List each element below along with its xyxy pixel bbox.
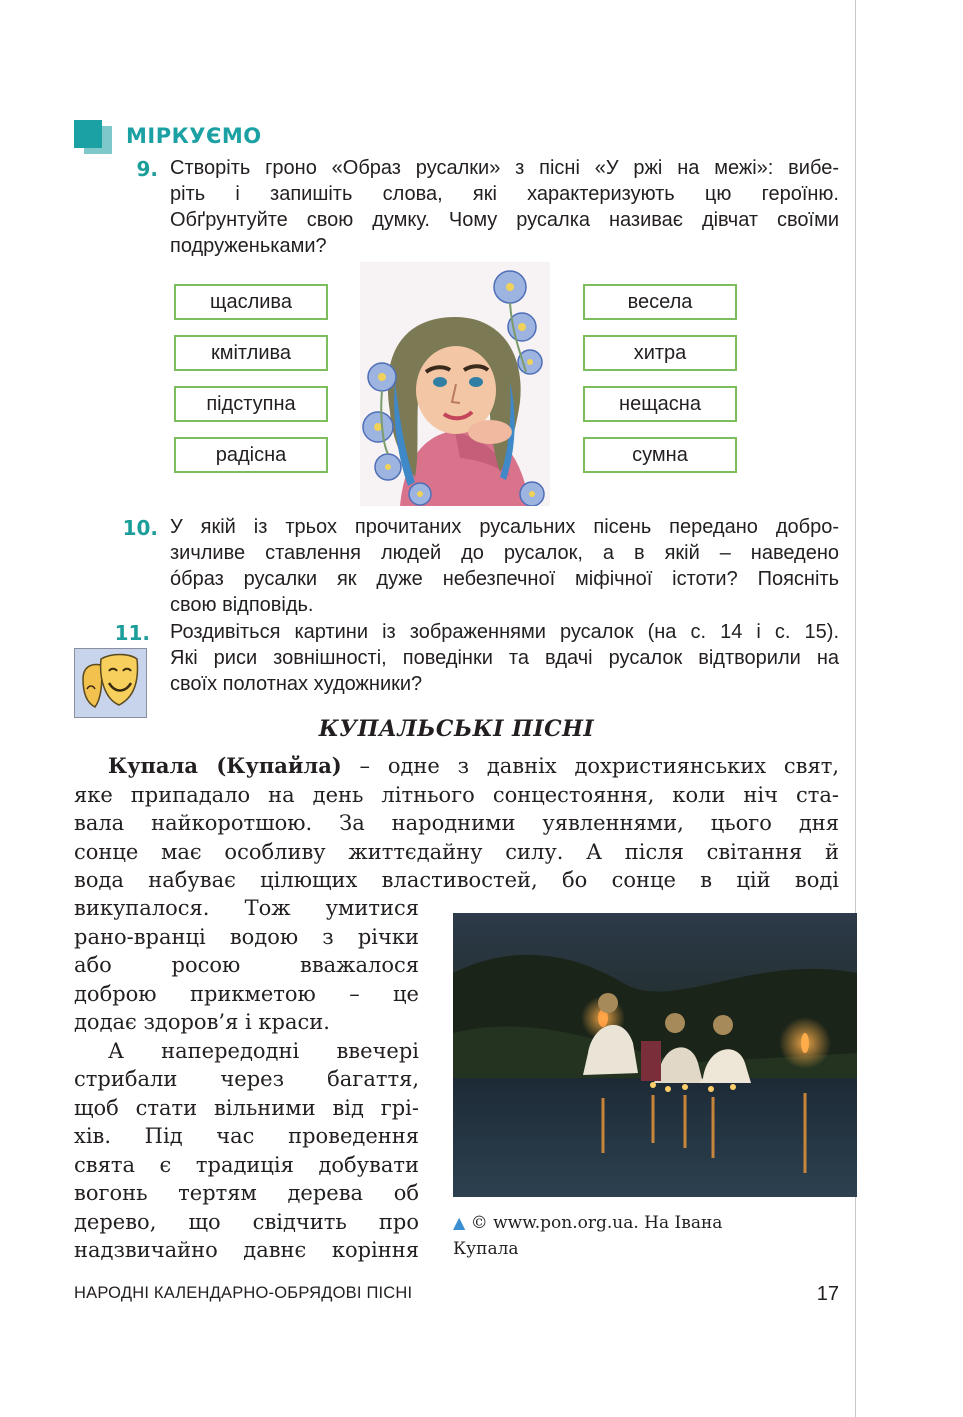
word-box-left-4: радісна xyxy=(174,437,328,473)
text-line: сонце має особливу життєдайну силу. А після світання й xyxy=(74,839,839,864)
section-title: МІРКУЄМО xyxy=(126,124,262,148)
text-line: вода набуває цілющих властивостей, бо сонце в цій воді xyxy=(74,868,839,892)
page-number: 17 xyxy=(816,1283,839,1305)
kupala-night-photo xyxy=(453,913,857,1197)
text-line: Створіть гроно «Образ русалки» з пісні «У ржі на межі»: вибе- xyxy=(170,157,839,179)
text-line: А напередодні ввечері xyxy=(108,1038,419,1063)
task-10-text xyxy=(170,514,839,618)
word-box-right-1: весела xyxy=(583,284,737,320)
photo-caption xyxy=(453,1210,853,1262)
section-squares-icon xyxy=(74,120,114,154)
text-line: викупалося. Тож умитися xyxy=(74,896,419,920)
paragraph-kupala xyxy=(74,752,839,895)
text-line xyxy=(74,752,839,781)
footer-chapter-title: НАРОДНІ КАЛЕНДАРНО-ОБРЯДОВІ ПІСНІ xyxy=(74,1284,413,1302)
task-number-9: 9. xyxy=(136,157,158,181)
word-box-right-3: нещасна xyxy=(583,386,737,422)
text-line: надзвичайно давнє коріння xyxy=(74,1238,419,1262)
text-line: свята є традиція добувати xyxy=(74,1152,419,1177)
text-line: хів. Під час проведення xyxy=(74,1124,419,1148)
caption-line-2: Купала xyxy=(453,1239,519,1259)
term-kupala: Купала (Купайла) xyxy=(108,753,342,778)
text-line: рано-вранці водою з річки xyxy=(74,924,419,949)
text-line: óбраз русалки як дуже небезпечної міфічної істоти? Поясніть xyxy=(170,568,839,590)
task-number-11: 11. xyxy=(114,621,150,645)
task-9-text xyxy=(170,155,839,259)
page-edge-line xyxy=(855,0,856,1417)
text-line: яке припадало на день літнього сонцестояння, коли ніч ста- xyxy=(74,782,839,807)
word-box-right-2: хитра xyxy=(583,335,737,371)
text-line: вала найкоротшою. За народними уявленнями, цього дня xyxy=(74,811,839,835)
text-line: Які риси зовнішності, поведінки та вдачі русалок відтворили на xyxy=(170,647,839,669)
caption-text: © www.pon.org.ua. На Івана xyxy=(470,1213,723,1233)
paragraph-narrow xyxy=(74,894,419,1265)
caption-line-1 xyxy=(453,1210,853,1236)
text-line: або росою вважалося xyxy=(74,953,419,977)
text-line: своїх полотнах художники? xyxy=(170,673,423,695)
section-heading: КУПАЛЬСЬКІ ПІСНІ xyxy=(318,716,595,742)
text-line: додає здоров’я і краси. xyxy=(74,1010,330,1034)
text-line: Обґрунтуйте свою думку. Чому русалка називає дівчат своїми xyxy=(170,209,839,231)
text-line: дерево, що свідчить про xyxy=(74,1209,419,1234)
word-box-left-3: підступна xyxy=(174,386,328,422)
text-line: Роздивіться картини із зображеннями русалок (на с. 14 і с. 15). xyxy=(170,621,839,643)
theatre-masks-icon xyxy=(74,648,147,718)
word-box-left-2: кмітлива xyxy=(174,335,328,371)
text-line-rest: – одне з давніх дохристиянських свят, xyxy=(341,754,839,778)
text-line: щоб стати вільними від грі- xyxy=(74,1095,419,1120)
text-line: свою відповідь. xyxy=(170,594,314,616)
task-11-text xyxy=(170,619,839,697)
text-line: подруженьками? xyxy=(170,235,327,257)
text-line: зичливе ставлення людей до русалок, а в якій – наведено xyxy=(170,542,839,564)
mermaid-portrait-image xyxy=(360,262,550,506)
task-number-10: 10. xyxy=(122,516,158,540)
text-line: ріть і запишіть слова, які характеризують цю героїню. xyxy=(170,183,839,205)
text-line: У якій із трьох прочитаних русальних пісень передано добро- xyxy=(170,516,839,538)
text-line: вогонь тертям дерева об xyxy=(74,1181,419,1205)
word-box-right-4: сумна xyxy=(583,437,737,473)
caption-triangle-icon: ▲ xyxy=(453,1213,466,1232)
text-line: стрибали через багаття, xyxy=(74,1067,419,1091)
word-box-left-1: щаслива xyxy=(174,284,328,320)
text-line: доброю прикметою – це xyxy=(74,981,419,1006)
